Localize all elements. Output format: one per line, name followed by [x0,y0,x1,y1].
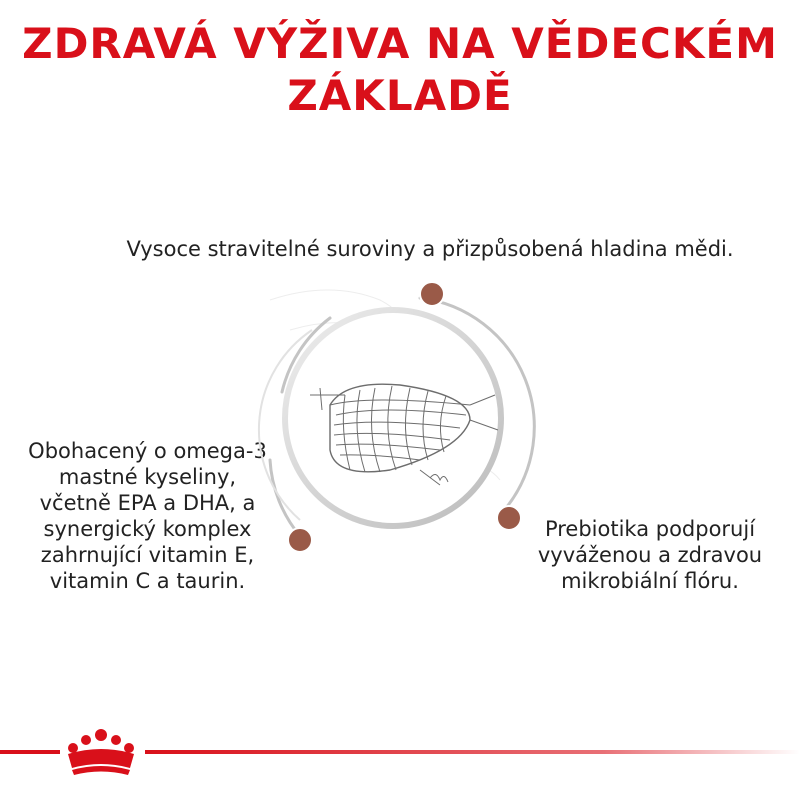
title-line-1: ZDRAVÁ VÝŽIVA NA VĚDECKÉM [22,19,778,68]
benefit-dot-top [420,282,444,306]
footer-line-right [145,750,800,754]
benefit-omega3: Obohacený o omega-3 mastné kyseliny, včetně EPA a DHA, a synergický komplex zahrnující vitamin E, vitamin C a taurin. [28,439,267,593]
inner-ring [285,310,501,526]
title-line-2: ZÁKLADĚ [287,71,513,120]
brand-footer [0,720,800,780]
royal-canin-crown-logo [68,729,134,775]
benefit-dot-right [497,506,521,530]
footer-line-left [0,750,60,754]
benefit-digestibility: Vysoce stravitelné suroviny a přizpůsobená hladina mědi. [126,237,734,261]
benefit-prebiotics: Prebiotika podporují vyváženou a zdravou mikrobiální flóru. [537,517,763,593]
benefit-dot-left [288,528,312,552]
